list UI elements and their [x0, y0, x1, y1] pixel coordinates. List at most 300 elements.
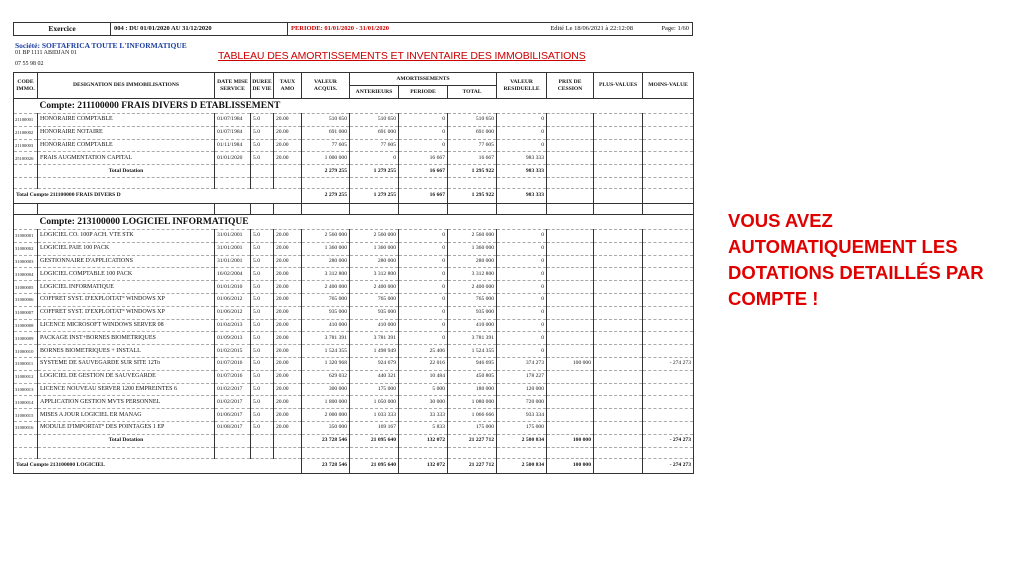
value-periode: 16 667 [399, 152, 448, 165]
value-residuelle: 0 [497, 126, 547, 139]
compte-total-valeur: 23 728 546 [302, 458, 350, 473]
asset-code: 31000008 [14, 319, 38, 332]
dotation-total: 1 295 922 [448, 165, 497, 178]
value-periode: 10 484 [399, 370, 448, 383]
compte-total-valeur: 2 279 255 [302, 188, 350, 203]
dotation-moins: - 274 273 [643, 434, 694, 447]
value-total: 1 080 000 [448, 396, 497, 409]
depreciation-rate: 20.00 [274, 383, 302, 396]
value-valeur: 2 000 000 [302, 409, 350, 422]
exercice-value: 004 : DU 01/01/2020 AU 31/12/2020 [111, 23, 288, 35]
value-valeur: 691 000 [302, 126, 350, 139]
value-valeur: 3 312 800 [302, 268, 350, 281]
value-total: 175 000 [448, 421, 497, 434]
table-row [14, 268, 694, 281]
total-dotation-row [14, 434, 694, 447]
value-residuelle: 0 [497, 242, 547, 255]
table-row [14, 357, 694, 370]
depreciation-rate: 20.00 [274, 370, 302, 383]
value-plus [594, 345, 643, 358]
asset-designation: SYSTEME DE SAUVEGARDE SUR SITE 12To [38, 357, 215, 370]
service-date: 31/01/2001 [215, 255, 251, 268]
empty-cell [302, 203, 350, 214]
dotation-plus [594, 165, 643, 178]
value-cession [547, 421, 594, 434]
value-cession [547, 293, 594, 306]
value-valeur: 2 560 000 [302, 229, 350, 242]
dotation-residuelle: 983 333 [497, 165, 547, 178]
depreciation-rate: 20.00 [274, 396, 302, 409]
useful-life: 5.0 [251, 242, 274, 255]
value-residuelle: 0 [497, 281, 547, 294]
table-body [14, 99, 694, 474]
value-total: 765 000 [448, 293, 497, 306]
asset-code: 31000014 [14, 396, 38, 409]
asset-designation: HONORAIRE COMPTABLE [38, 139, 215, 152]
company-name: Société: SOFTAFRICA TOUTE L'INFORMATIQUE [15, 41, 187, 50]
col-plus-values: PLUS-VALUES [594, 73, 643, 99]
value-plus [594, 242, 643, 255]
value-plus [594, 268, 643, 281]
depreciation-rate: 20.00 [274, 255, 302, 268]
value-periode: 0 [399, 255, 448, 268]
account-total-row [14, 188, 694, 203]
page-number: Page: 1/60 [661, 25, 689, 32]
dotation-periode: 16 667 [399, 165, 448, 178]
value-moins [643, 152, 694, 165]
asset-code: 25100026 [14, 152, 38, 165]
value-total: 3 312 800 [448, 268, 497, 281]
spacer-row [14, 203, 694, 214]
service-date: 01/07/2016 [215, 370, 251, 383]
value-periode: 0 [399, 229, 448, 242]
depreciation-rate: 20.00 [274, 268, 302, 281]
depreciation-rate: 20.00 [274, 345, 302, 358]
value-anterieurs: 410 000 [350, 319, 399, 332]
empty-cell [274, 447, 302, 458]
asset-designation: MODULE D'IMPORTAT° DES POINTAGES 1 EP [38, 421, 215, 434]
asset-code: 31000007 [14, 306, 38, 319]
value-periode: 0 [399, 126, 448, 139]
empty-cell [215, 165, 251, 178]
value-moins [643, 114, 694, 127]
service-date: 01/02/2017 [215, 383, 251, 396]
value-cession [547, 152, 594, 165]
value-plus [594, 126, 643, 139]
useful-life: 5.0 [251, 152, 274, 165]
table-row [14, 139, 694, 152]
asset-code: 31000011 [14, 357, 38, 370]
table-row [14, 370, 694, 383]
value-valeur: 2 400 000 [302, 281, 350, 294]
empty-cell [497, 203, 547, 214]
empty-cell [215, 434, 251, 447]
empty-cell [251, 447, 274, 458]
value-anterieurs: 440 321 [350, 370, 399, 383]
dotation-periode: 132 072 [399, 434, 448, 447]
value-valeur: 1 000 000 [302, 152, 350, 165]
useful-life: 5.0 [251, 229, 274, 242]
value-moins [643, 268, 694, 281]
empty-cell [350, 447, 399, 458]
value-moins [643, 319, 694, 332]
asset-designation: LOGICIEL DE GESTION DE SAUVEGARDE [38, 370, 215, 383]
value-anterieurs: 175 000 [350, 383, 399, 396]
useful-life: 5.0 [251, 114, 274, 127]
value-total: 77 605 [448, 139, 497, 152]
depreciation-rate: 20.00 [274, 139, 302, 152]
depreciation-rate: 20.00 [274, 421, 302, 434]
depreciation-rate: 20.00 [274, 332, 302, 345]
service-date: 01/04/2013 [215, 319, 251, 332]
value-residuelle: 175 000 [497, 421, 547, 434]
value-total: 1 360 000 [448, 242, 497, 255]
useful-life: 5.0 [251, 293, 274, 306]
asset-code: 21100003 [14, 139, 38, 152]
empty-cell [274, 177, 302, 188]
useful-life: 5.0 [251, 126, 274, 139]
value-periode: 0 [399, 306, 448, 319]
dotation-valeur: 2 279 255 [302, 165, 350, 178]
empty-cell [38, 447, 215, 458]
value-cession [547, 268, 594, 281]
value-periode: 5 833 [399, 421, 448, 434]
asset-designation: PACKAGE INST+BORNES BIOMETRIQUES [38, 332, 215, 345]
asset-code: 21100002 [14, 126, 38, 139]
section-lead-cell [14, 214, 38, 229]
exercice-label: Exercice [14, 23, 111, 35]
value-valeur: 1 360 000 [302, 242, 350, 255]
table-row [14, 152, 694, 165]
empty-cell [302, 447, 350, 458]
value-cession [547, 281, 594, 294]
dotation-anterieurs: 1 279 255 [350, 165, 399, 178]
asset-code: 31000006 [14, 293, 38, 306]
depreciation-rate: 20.00 [274, 357, 302, 370]
asset-designation: LOGICIEL PAIE 100 PACK [38, 242, 215, 255]
asset-code: 31000010 [14, 345, 38, 358]
asset-designation: LOGICIEL COMPTABLE 100 PACK [38, 268, 215, 281]
value-periode: 0 [399, 281, 448, 294]
value-residuelle: 0 [497, 229, 547, 242]
value-total: 180 000 [448, 383, 497, 396]
value-anterieurs: 691 000 [350, 126, 399, 139]
value-moins [643, 255, 694, 268]
depreciation-rate: 20.00 [274, 319, 302, 332]
value-plus [594, 306, 643, 319]
empty-cell [547, 203, 594, 214]
compte-total-anterieurs: 21 095 640 [350, 458, 399, 473]
service-date: 01/09/2013 [215, 332, 251, 345]
compte-total-plus [594, 188, 643, 203]
asset-designation: GESTIONNAIRE D'APPLICATIONS [38, 255, 215, 268]
value-residuelle: 933 334 [497, 409, 547, 422]
value-cession [547, 345, 594, 358]
value-moins [643, 332, 694, 345]
dotation-moins [643, 165, 694, 178]
empty-cell [547, 177, 594, 188]
value-residuelle: 0 [497, 345, 547, 358]
service-date: 16/02/2004 [215, 268, 251, 281]
useful-life: 5.0 [251, 139, 274, 152]
value-anterieurs: 2 400 000 [350, 281, 399, 294]
value-plus [594, 114, 643, 127]
col-amortissements: AMORTISSEMENTS [350, 73, 497, 86]
compte-total-periode: 132 072 [399, 458, 448, 473]
service-date: 31/01/2001 [215, 229, 251, 242]
value-valeur: 1 524 355 [302, 345, 350, 358]
value-moins [643, 345, 694, 358]
value-plus [594, 152, 643, 165]
table-row [14, 319, 694, 332]
empty-cell [14, 447, 38, 458]
empty-cell [399, 447, 448, 458]
value-valeur: 765 000 [302, 293, 350, 306]
service-date: 01/06/2012 [215, 306, 251, 319]
table-row [14, 306, 694, 319]
dotation-residuelle: 2 500 834 [497, 434, 547, 447]
dotation-plus [594, 434, 643, 447]
empty-cell [448, 177, 497, 188]
value-plus [594, 229, 643, 242]
value-valeur: 3 781 391 [302, 332, 350, 345]
value-total: 2 400 000 [448, 281, 497, 294]
empty-cell [38, 203, 215, 214]
asset-code: 31000005 [14, 281, 38, 294]
compte-total-moins [643, 188, 694, 203]
value-residuelle: 374 273 [497, 357, 547, 370]
spacer-row [14, 177, 694, 188]
value-anterieurs: 280 000 [350, 255, 399, 268]
empty-cell [547, 447, 594, 458]
value-plus [594, 383, 643, 396]
value-residuelle: 0 [497, 293, 547, 306]
empty-cell [14, 165, 38, 178]
value-cession [547, 114, 594, 127]
account-title: Compte: 211100000 FRAIS DIVERS D ETABLISSEMENT [38, 99, 694, 114]
useful-life: 5.0 [251, 319, 274, 332]
table-row [14, 332, 694, 345]
promo-callout: VOUS AVEZ AUTOMATIQUEMENT LES DOTATIONS DETAILLÉS PAR COMPTE ! [728, 210, 984, 309]
dotation-valeur: 23 728 546 [302, 434, 350, 447]
empty-cell [594, 203, 643, 214]
value-total: 1 066 666 [448, 409, 497, 422]
asset-code: 31000004 [14, 268, 38, 281]
value-cession [547, 242, 594, 255]
value-residuelle: 0 [497, 255, 547, 268]
asset-designation: LOGICIEL CO. 100P ACH. VTE STK [38, 229, 215, 242]
asset-designation: COFFRET SYST. D'EXPLOITAT° WINDOWS XP [38, 293, 215, 306]
value-anterieurs: 0 [350, 152, 399, 165]
value-moins [643, 396, 694, 409]
table-row [14, 396, 694, 409]
col-taux: TAUX AMO [274, 73, 302, 99]
table-row [14, 409, 694, 422]
value-periode: 33 333 [399, 409, 448, 422]
asset-designation: LICENCE NOUVEAU SERVER 1200 EMPREINTES 6 [38, 383, 215, 396]
value-moins [643, 409, 694, 422]
compte-total-anterieurs: 1 279 255 [350, 188, 399, 203]
empty-cell [448, 203, 497, 214]
value-total: 935 000 [448, 306, 497, 319]
table-row [14, 114, 694, 127]
asset-code: 31000012 [14, 370, 38, 383]
service-date: 01/08/2017 [215, 421, 251, 434]
empty-cell [594, 447, 643, 458]
empty-cell [350, 203, 399, 214]
company-phone: 07 55 98 02 [15, 61, 44, 67]
empty-cell [251, 165, 274, 178]
value-total: 946 695 [448, 357, 497, 370]
service-date: 01/07/1984 [215, 126, 251, 139]
useful-life: 5.0 [251, 255, 274, 268]
value-valeur: 510 650 [302, 114, 350, 127]
value-moins [643, 229, 694, 242]
value-periode: 0 [399, 332, 448, 345]
value-plus [594, 370, 643, 383]
empty-cell [14, 434, 38, 447]
table-row [14, 242, 694, 255]
value-total: 691 000 [448, 126, 497, 139]
value-valeur: 350 000 [302, 421, 350, 434]
asset-designation: BORNES BIOMETRIQUES + INSTALL [38, 345, 215, 358]
value-plus [594, 421, 643, 434]
compte-total-cession: 100 000 [547, 458, 594, 473]
col-duree: DUREE DE VIE [251, 73, 274, 99]
useful-life: 5.0 [251, 409, 274, 422]
value-residuelle: 120 000 [497, 383, 547, 396]
asset-code: 31000009 [14, 332, 38, 345]
value-residuelle: 983 333 [497, 152, 547, 165]
value-periode: 0 [399, 242, 448, 255]
periode-label: PERIODE: 01/01/2020 - 31/01/2020 [291, 25, 390, 32]
depreciation-rate: 20.00 [274, 152, 302, 165]
col-periode: PERIODE [399, 86, 448, 99]
value-moins: - 274 273 [643, 357, 694, 370]
value-total: 510 650 [448, 114, 497, 127]
empty-cell [643, 447, 694, 458]
total-dotation-label: Total Dotation [38, 165, 215, 178]
asset-designation: HONORAIRE NOTAIRE [38, 126, 215, 139]
asset-code: 21100001 [14, 114, 38, 127]
total-dotation-label: Total Dotation [38, 434, 215, 447]
compte-total-moins: - 274 273 [643, 458, 694, 473]
depreciation-rate: 20.00 [274, 281, 302, 294]
depreciation-rate: 20.00 [274, 306, 302, 319]
value-moins [643, 126, 694, 139]
value-residuelle: 0 [497, 319, 547, 332]
value-periode: 22 016 [399, 357, 448, 370]
empty-cell [497, 447, 547, 458]
value-cession [547, 319, 594, 332]
table-row [14, 345, 694, 358]
empty-cell [215, 447, 251, 458]
table-row [14, 255, 694, 268]
col-date: DATE MISE SERVICE [215, 73, 251, 99]
table-row [14, 281, 694, 294]
useful-life: 5.0 [251, 306, 274, 319]
value-periode: 0 [399, 139, 448, 152]
dotation-total: 21 227 712 [448, 434, 497, 447]
service-date: 31/01/2001 [215, 242, 251, 255]
asset-code: 31000016 [14, 421, 38, 434]
value-moins [643, 370, 694, 383]
table-row [14, 383, 694, 396]
asset-designation: LICENCE MICROSOFT WINDOWS SERVER 08 [38, 319, 215, 332]
empty-cell [14, 177, 38, 188]
asset-designation: LOGICIEL INFORMATIQUE [38, 281, 215, 294]
value-cession [547, 306, 594, 319]
depreciation-rate: 20.00 [274, 126, 302, 139]
useful-life: 5.0 [251, 383, 274, 396]
report-title: TABLEAU DES AMORTISSEMENTS ET INVENTAIRE DES IMMOBILISATIONS [218, 50, 586, 62]
compte-total-plus [594, 458, 643, 473]
useful-life: 5.0 [251, 370, 274, 383]
value-total: 280 000 [448, 255, 497, 268]
company-address: 01 BP 1111 ABIDJAN 01 [15, 50, 77, 56]
col-cession: PRIX DE CESSION [547, 73, 594, 99]
service-date: 01/07/1984 [215, 114, 251, 127]
asset-code: 31000013 [14, 383, 38, 396]
empty-cell [251, 203, 274, 214]
value-anterieurs: 169 167 [350, 421, 399, 434]
service-date: 01/11/1984 [215, 139, 251, 152]
empty-cell [14, 203, 38, 214]
value-periode: 0 [399, 114, 448, 127]
value-residuelle: 0 [497, 332, 547, 345]
asset-code: 31000015 [14, 409, 38, 422]
value-total: 2 560 000 [448, 229, 497, 242]
asset-designation: HONORAIRE COMPTABLE [38, 114, 215, 127]
value-periode: 0 [399, 293, 448, 306]
table-row [14, 126, 694, 139]
table-row [14, 421, 694, 434]
account-title: Compte: 213100000 LOGICIEL INFORMATIQUE [38, 214, 694, 229]
account-section-header [14, 99, 694, 114]
value-cession [547, 332, 594, 345]
value-residuelle: 0 [497, 306, 547, 319]
asset-designation: APPLICATION GESTION MVTS PERSONNEL [38, 396, 215, 409]
col-residuelle: VALEUR RESIDUELLE [497, 73, 547, 99]
value-moins [643, 242, 694, 255]
depreciation-rate: 20.00 [274, 409, 302, 422]
empty-cell [497, 177, 547, 188]
value-anterieurs: 3 312 800 [350, 268, 399, 281]
value-anterieurs: 510 650 [350, 114, 399, 127]
useful-life: 5.0 [251, 268, 274, 281]
compte-total-total: 1 295 922 [448, 188, 497, 203]
col-code: CODE IMMO. [14, 73, 38, 99]
service-date: 01/06/2012 [215, 293, 251, 306]
service-date: 01/01/2020 [215, 152, 251, 165]
col-designation: DESIGNATION DES IMMOBILISATIONS [38, 73, 215, 99]
value-cession [547, 126, 594, 139]
value-moins [643, 293, 694, 306]
asset-code: 31000001 [14, 229, 38, 242]
service-date: 01/06/2017 [215, 409, 251, 422]
value-valeur: 410 000 [302, 319, 350, 332]
value-moins [643, 383, 694, 396]
col-moins-value: MOINS-VALUE [643, 73, 694, 99]
value-residuelle: 178 227 [497, 370, 547, 383]
value-anterieurs: 2 560 000 [350, 229, 399, 242]
value-plus [594, 409, 643, 422]
empty-cell [594, 177, 643, 188]
value-plus [594, 281, 643, 294]
asset-code: 31000003 [14, 255, 38, 268]
value-plus [594, 139, 643, 152]
account-total-row [14, 458, 694, 473]
